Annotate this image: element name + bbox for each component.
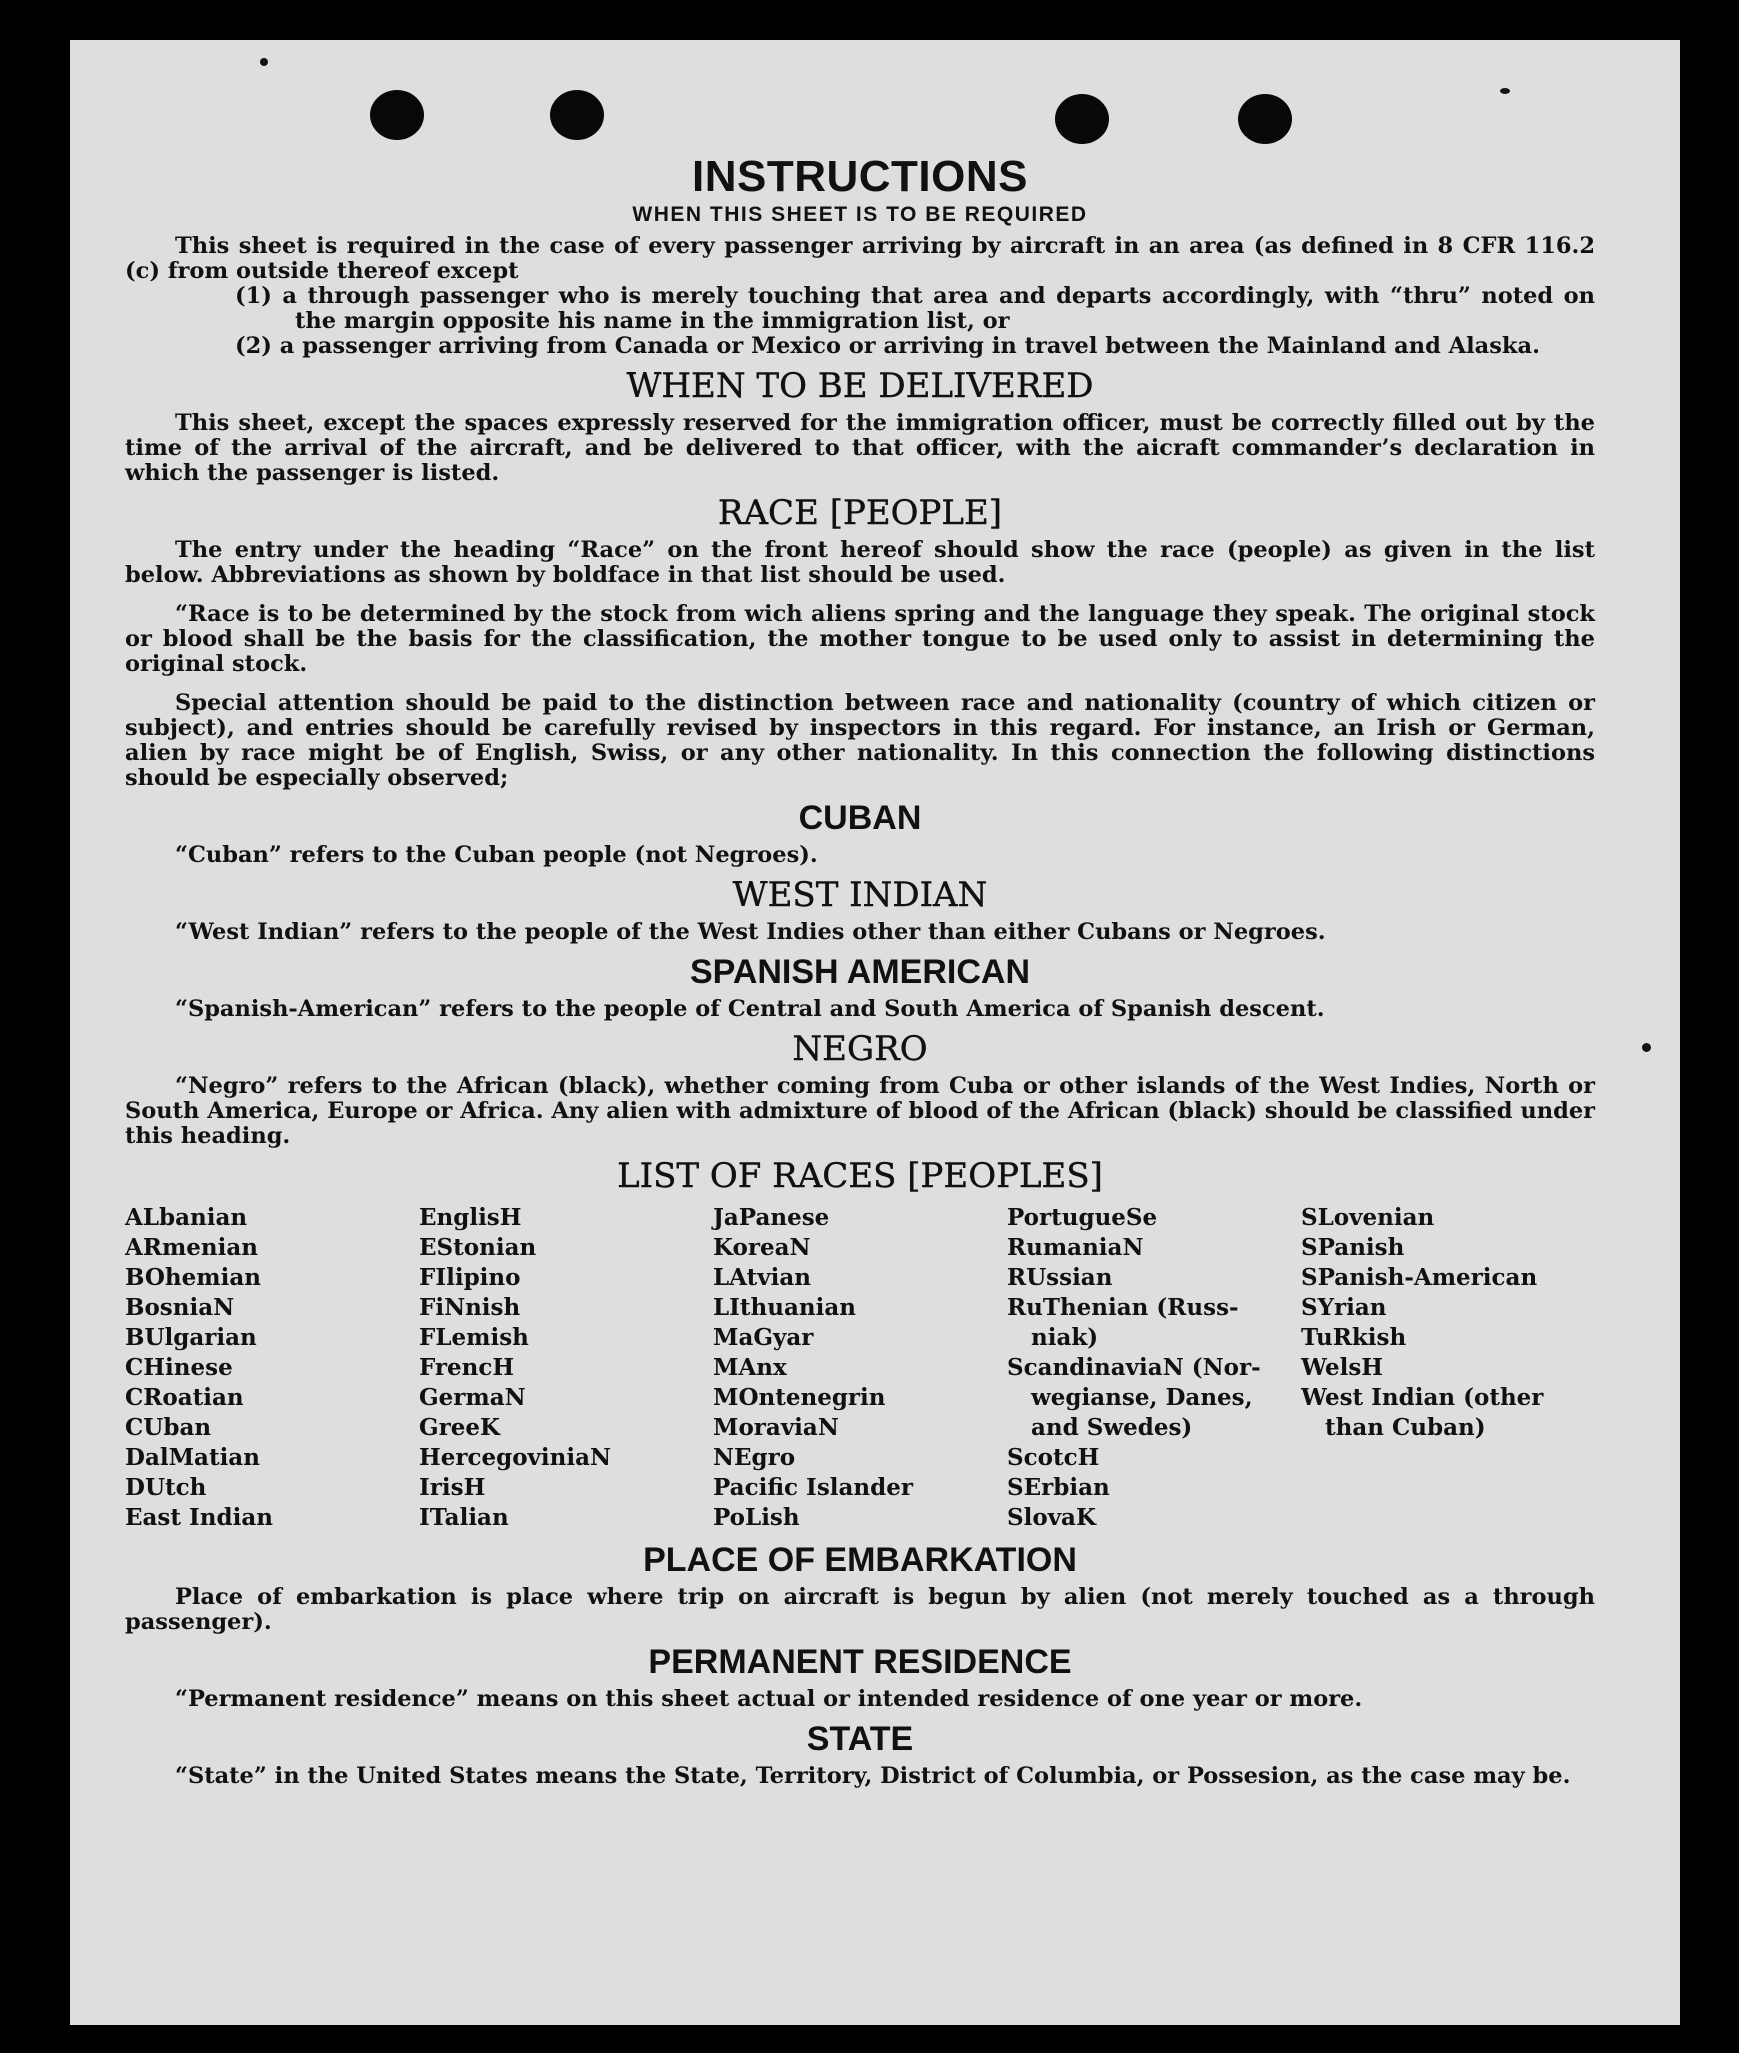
speck [1642,1043,1651,1052]
race-entry: wegianse, Danes, [1031,1384,1253,1411]
race-entry: JaPanese [713,1204,830,1231]
races-column-3 [713,1203,1007,1533]
punch-hole-1 [370,90,424,140]
race-entry: DUtch [125,1474,207,1501]
page-title: INSTRUCTIONS [692,152,1028,201]
race-entry: PoLish [713,1504,800,1531]
west-indian-text: “West Indian” refers to the people of the West Indies other than either Cubans or Negroes. [175,919,1326,945]
speck [260,58,268,66]
state-text: “State” in the United States means the State, Territory, District of Columbia, or Possesion, as the case may be. [175,1763,1571,1789]
section-heading-west-indian: WEST INDIAN [732,875,988,915]
race-entry: FrencH [419,1354,515,1381]
race-entry: FLemish [419,1324,529,1351]
race-entry: West Indian (other [1301,1384,1544,1411]
race-entry: EStonian [419,1234,537,1261]
delivered-text: This sheet, except the spaces expressly reserved for the immigration officer, must be correctly filled out by the time of the arrival of the aircraft, and be delivered to that officer, with the aicraft commander’s declaration in which the passenger is listed. [125,410,1595,486]
race-entry: CRoatian [125,1384,244,1411]
race-entry: NEgro [713,1444,796,1471]
race-entry: ScotcH [1007,1444,1100,1471]
cuban-text: “Cuban” refers to the Cuban people (not Negroes). [175,842,818,868]
race-entry: PortugueSe [1007,1204,1158,1231]
section-heading-delivered: WHEN TO BE DELIVERED [626,366,1094,406]
race-entry: BOhemian [125,1264,261,1291]
race-entry: RuThenian (Russ- [1007,1294,1239,1321]
race-entry: GreeK [419,1414,501,1441]
section-heading-spanish-american: SPANISH AMERICAN [689,953,1031,991]
section-heading-cuban: CUBAN [798,799,922,837]
race-entry: FiNnish [419,1294,521,1321]
punch-hole-3 [1055,94,1109,144]
race-entry: ITalian [419,1504,509,1531]
race-entry: TuRkish [1301,1324,1407,1351]
required-intro: This sheet is required in the case of every passenger arriving by aircraft in an area (as defined in 8 CFR 116.2 (c) from outside thereof except [125,233,1595,284]
race-entry: ScandinaviaN (Nor- [1007,1354,1261,1381]
embarkation-text: Place of embarkation is place where trip on aircraft is begun by alien (not merely touched as a through passenger). [125,1584,1595,1635]
races-column-5 [1301,1203,1595,1533]
race-paragraph-2: “Race is to be determined by the stock from wich aliens spring and the language they speak. The original stock or blood shall be the basis for the classification, the mother tongue to be used only to assist in determining the original stock. [125,601,1595,677]
negro-text: “Negro” refers to the African (black), whether coming from Cuba or other islands of the West Indies, North or South America, Europe or Africa. Any alien with admixture of blood of the African (black) should be classified under this heading. [125,1073,1595,1149]
section-heading-race: RACE [PEOPLE] [717,493,1003,533]
section-heading-embarkation: PLACE OF EMBARKATION [643,1541,1077,1579]
exception-1: (1) a through passenger who is merely touching that area and departs accordingly, with “thru” noted on the margin opposite his name in the immigration list, or [235,283,1595,334]
race-entry: SErbian [1007,1474,1110,1501]
race-entry: SlovaK [1007,1504,1096,1531]
race-entry: WelsH [1301,1354,1384,1381]
race-entry: SLovenian [1301,1204,1435,1231]
residence-text: “Permanent residence” means on this sheet actual or intended residence of one year or more. [175,1686,1363,1712]
race-entry: LAtvian [713,1264,811,1291]
race-paragraph-1: The entry under the heading “Race” on the front hereof should show the race (people) as given in the list below. Abbreviations as shown by boldface in that list should be used. [125,537,1595,588]
race-entry: CHinese [125,1354,233,1381]
section-heading-state: STATE [806,1720,914,1758]
race-entry: niak) [1031,1324,1099,1351]
race-entry: SYrian [1301,1294,1387,1321]
spanish-american-text: “Spanish-American” refers to the people of Central and South America of Spanish descent. [175,996,1325,1022]
race-entry: RUssian [1007,1264,1113,1291]
race-entry: GermaN [419,1384,526,1411]
race-entry: FIlipino [419,1264,521,1291]
races-column-1 [125,1203,419,1533]
page-subtitle: WHEN THIS SHEET IS TO BE REQUIRED [632,203,1088,226]
race-entry: RumaniaN [1007,1234,1144,1261]
section-heading-residence: PERMANENT RESIDENCE [648,1643,1072,1681]
race-entry: SPanish [1301,1234,1405,1261]
race-entry: EnglisH [419,1204,522,1231]
race-entry: SPanish-American [1301,1264,1538,1291]
section-heading-negro: NEGRO [792,1029,928,1069]
race-entry: Pacific Islander [713,1474,913,1501]
punch-hole-4 [1238,94,1292,144]
race-entry: and Swedes) [1031,1414,1193,1441]
race-entry: ARmenian [125,1234,259,1261]
speck [1500,88,1510,94]
race-entry: KoreaN [713,1234,811,1261]
race-entry: ALbanian [125,1204,248,1231]
document-sheet [70,40,1680,2025]
race-entry: MOntenegrin [713,1384,886,1411]
race-entry: BUlgarian [125,1324,257,1351]
races-list [125,1203,1595,1533]
section-heading-list-of-races: LIST OF RACES [PEOPLES] [617,1156,1103,1196]
instructions-content [125,152,1595,1789]
race-entry: CUban [125,1414,212,1441]
races-column-2 [419,1203,713,1533]
race-entry: DalMatian [125,1444,260,1471]
race-entry: BosniaN [125,1294,235,1321]
race-entry: MaGyar [713,1324,814,1351]
race-entry: LIthuanian [713,1294,856,1321]
race-entry: MAnx [713,1354,787,1381]
race-entry: IrisH [419,1474,486,1501]
exception-2: (2) a passenger arriving from Canada or Mexico or arriving in travel between the Mainland and Alaska. [235,333,1540,359]
races-column-4 [1007,1203,1301,1533]
punch-hole-2 [550,90,604,140]
race-paragraph-3: Special attention should be paid to the distinction between race and nationality (country of which citizen or subject), and entries should be carefully revised by inspectors in this regard. For instance, an Irish or German, alien by race might be of English, Swiss, or any other nationality. In this connection the following distinctions should be especially observed; [125,690,1595,791]
race-entry: than Cuban) [1325,1414,1486,1441]
race-entry: MoraviaN [713,1414,839,1441]
race-entry: HercegoviniaN [419,1444,612,1471]
race-entry: East Indian [125,1504,273,1531]
